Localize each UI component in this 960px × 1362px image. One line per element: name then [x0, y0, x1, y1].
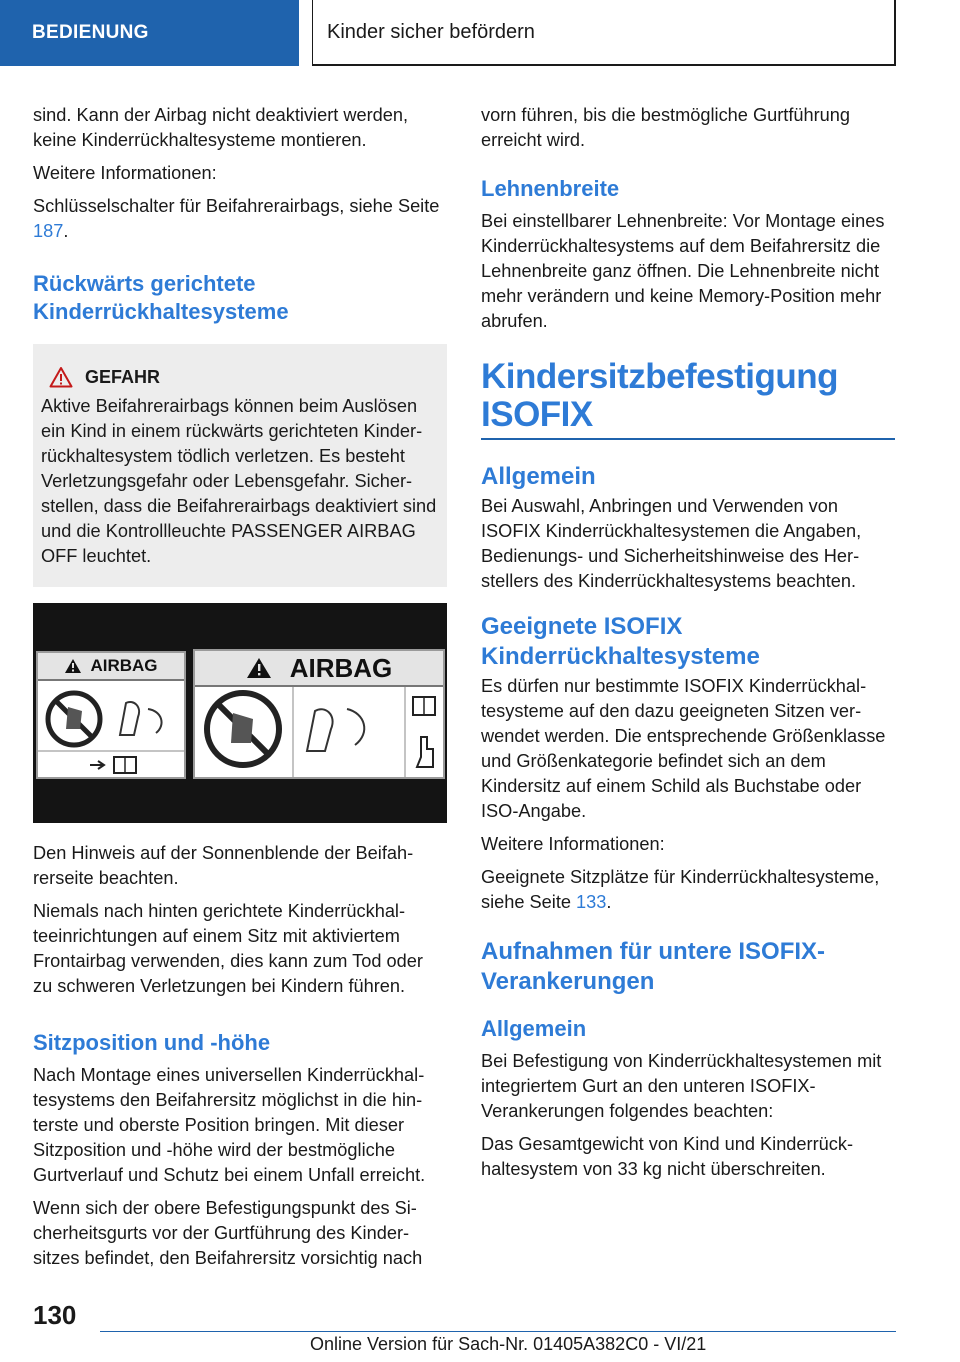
chapter-title: Kinder sicher befördern: [312, 0, 896, 66]
danger-box: [33, 344, 447, 587]
left-column: [33, 103, 447, 1279]
danger-header: [41, 366, 439, 388]
paragraph: Den Hinweis auf der Sonnenblende der Beifahrerseite beachten.: [33, 843, 414, 888]
paragraph: Wenn sich der obere Befestigungspunkt des Sicherheitsgurts vor der Gurtführung des Kindersitzes befindet, den Beifahrersitz vorsichtig nach: [33, 1198, 423, 1268]
heading-lehnenbreite: Lehnenbreite: [481, 176, 620, 201]
heading-allgemein: Allgemein: [481, 463, 596, 490]
danger-title: GEFAHR: [85, 366, 161, 387]
punctuation: .: [606, 892, 612, 912]
danger-text: Aktive Beifahrerairbags können beim Auslösen ein Kind in einem rückwärts gerichteten Kinderrückhaltesystem tödlich verletzen. Es besteht Verletzungsgefahr oder Lebensgefahr. Sicherstellen, dass die Beifahrerairbags deaktiviert sind und die Kontrollleuchte PASSENGER AIRBAG OFF leuchtet.: [41, 396, 437, 566]
heading-isofix: Kindersitzbefestigung ISOFIX: [481, 358, 895, 440]
no-child-seat-icon: [38, 681, 184, 779]
airbag-sticker-large: [193, 649, 445, 779]
page-link-187[interactable]: 187: [33, 221, 64, 241]
airbag-label-text: AIRBAG: [289, 652, 393, 683]
paragraph: Weitere Informationen:: [481, 834, 665, 854]
paragraph: vorn führen, bis die bestmögliche Gurtführung erreicht wird.: [481, 105, 851, 150]
heading-geeignete-isofix: Geeignete ISOFIX Kinderrückhaltesysteme: [481, 613, 760, 670]
airbag-label-text: AIRBAG: [90, 656, 158, 675]
heading-sitzposition: Sitzposition und -höhe: [33, 1030, 271, 1055]
right-column: [481, 103, 895, 1190]
paragraph: Bei Befestigung von Kinderrückhaltesystemen mit integriertem Gurt an den unteren ISOFIX-Verankerungen folgendes beachten:: [481, 1051, 882, 1121]
warning-triangle-icon: [64, 658, 82, 674]
paragraph: Bei Auswahl, Anbringen und Verwenden von ISOFIX Kinderrückhaltesystemen die Angaben, Bedienungs- und Sicherheitshinweise des Herstellers des Kinderrückhaltesystems beachten.: [481, 496, 862, 591]
paragraph: Bei einstellbarer Lehnenbreite: Vor Montage eines Kinderrückhaltesystems auf dem Beifahrersitz die Lehnenbreite ganz öffnen. Die Lehnenbreite nicht mehr verändern und keine Memory-Position mehr abrufen.: [481, 211, 885, 331]
paragraph: sind. Kann der Airbag nicht deaktiviert werden, keine Kinderrückhaltesysteme montieren.: [33, 105, 409, 150]
paragraph: Das Gesamtgewicht von Kind und Kinderrückhaltesystem von 33 kg nicht überschreiten.: [481, 1134, 854, 1179]
punctuation: .: [63, 221, 69, 241]
heading-aufnahmen: Aufnahmen für untere ISOFIX-Verankerungen: [481, 938, 826, 995]
paragraph: Weitere Informationen:: [33, 163, 217, 183]
heading-rueckwaerts: Rückwärts gerichtete Kinderrückhaltesysteme: [33, 271, 289, 324]
page-number: 130: [33, 1300, 77, 1330]
paragraph-text: Geeignete Sitzplätze für Kinderrückhaltesysteme, siehe Seite: [481, 867, 880, 912]
airbag-label-photo: [33, 603, 447, 823]
paragraph: Nach Montage eines universellen Kinderrückhaltesystems den Beifahrersitz möglichst in die hinterste und oberste Position bringen. Mit dieser Sitzposition und -höhe wird der bestmögliche Gurtverlauf und Schutz bei einem Unfall erreicht.: [33, 1065, 426, 1185]
paragraph: Es dürfen nur bestimmte ISOFIX Kinderrückhaltesysteme auf den dazu geeigneten Sitzen verwendet werden. Die entsprechende Größenklasse und Größenkategorie befindet sich an dem Kindersitz auf einem Schild als Buchstabe oder ISO-Angabe.: [481, 676, 886, 821]
no-child-seat-icon: [195, 687, 443, 777]
warning-triangle-icon: [49, 366, 73, 388]
warning-triangle-icon: [246, 657, 272, 679]
footer-version: Online Version für Sach-Nr. 01405A382C0 - VI/21: [310, 1334, 707, 1354]
page-link-133[interactable]: 133: [576, 892, 607, 912]
paragraph: [33, 194, 447, 244]
paragraph: Niemals nach hinten gerichtete Kinderrückhalteeinrichtungen auf einem Sitz mit aktiviertem Frontairbag verwenden, dies kann zum Tod oder zu schweren Verletzungen bei Kindern führen.: [33, 901, 423, 996]
airbag-sticker-small: [36, 651, 186, 779]
paragraph-text: Schlüsselschalter für Beifahrerairbags, siehe Seite: [33, 196, 440, 216]
heading-allgemein-2: Allgemein: [481, 1016, 587, 1041]
section-tab: BEDIENUNG: [0, 0, 299, 66]
paragraph: [481, 865, 895, 915]
footer-divider: [100, 1331, 896, 1332]
